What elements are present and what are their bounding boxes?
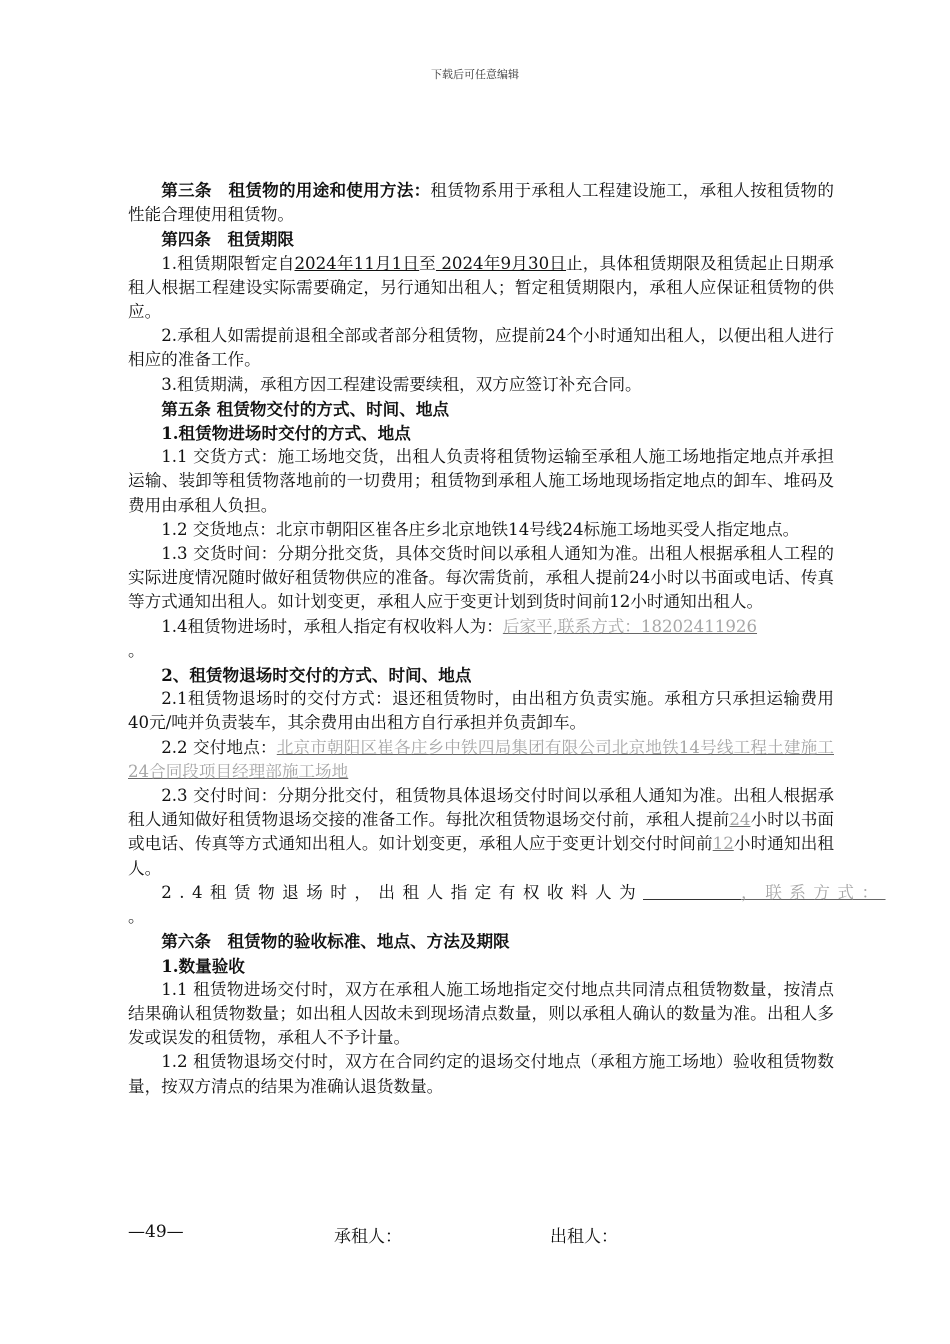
article-4-para-1 [128, 252, 834, 325]
lease-start-date: 2024年11月1日 [294, 253, 420, 273]
change-notice-hours: 12 [712, 834, 734, 854]
article-5-para-2-2 [128, 736, 834, 784]
page-header: 下载后可任意编辑 [431, 68, 519, 81]
article-5-para-2-4 [128, 881, 886, 905]
lessee-signature-label: 承租人： [334, 1227, 402, 1247]
return-time-text-2: 小时以书面或电话、传真等方式通知出租人。如计划变更，承租人应于变更计划交付时间前 [128, 810, 835, 854]
return-receiver-blank [643, 883, 741, 900]
lease-end-date: 2024年9月30日 [435, 253, 567, 273]
lease-term-suffix: 止，具体租赁期限及租赁起止日期承租人根据工程建设实际需要确定，另行通知出租人；暂定租赁期限内，承租人应保证租赁物的供应。 [128, 253, 835, 322]
article-6-para-1-2: 1.2 租赁物退场交付时，双方在合同约定的退场交付地点（承租方施工场地）验收租赁物数量，按双方清点的结果为准确认退货数量。 [128, 1052, 834, 1096]
article-6-title: 第六条 租赁物的验收标准、地点、方法及期限 [161, 931, 510, 952]
article-4-title: 第四条 租赁期限 [161, 229, 294, 250]
article-5-para-1-1: 1.1 交货方式：施工场地交货，出租人负责将租赁物运输至承租人施工场地指定地点并承担运输、装卸等租赁物落地前的一切费用；租赁物到承租人施工场地现场指定地点的卸车、堆码及费用由承租人负担。 [128, 447, 834, 515]
article-5-section-2-title: 2、租赁物退场时交付的方式、时间、地点 [161, 665, 472, 686]
article-5-para-1-4 [128, 615, 834, 639]
article-3 [128, 178, 834, 227]
article-6-para-1-1: 1.1 租赁物进场交付时，双方在承租人施工场地指定交付地点共同清点租赁物数量，按清点结果确认租赁物数量；如出租人因故未到现场清点数量，则以承租人确认的数量为准。出租人多发或误发的租赁物，承租人不予计量。 [128, 979, 834, 1048]
delivery-place: 北京市朝阳区崔各庄乡中铁四局集团有限公司北京地铁14号线工程土建施工24合同段项目经理部施工场地 [128, 737, 834, 781]
article-5-para-2-3 [128, 784, 834, 881]
lessor-signature-label: 出租人： [550, 1227, 618, 1247]
return-receiver-contact: ，联系方式： [741, 882, 886, 902]
return-time-text-3: 小时通知出租人。 [128, 834, 835, 878]
lease-term-prefix: 1.租赁期限暂定自 [161, 253, 295, 273]
delivery-place-label: 2.2 交付地点： [161, 737, 277, 757]
receiver-label: 1.4租赁物进场时，承租人指定有权收料人为： [161, 616, 503, 636]
article-6-section-1-title: 1.数量验收 [161, 955, 245, 976]
article-5-para-1-4-end: 。 [128, 640, 145, 660]
page-number: —49— [128, 1222, 184, 1242]
article-5-para-1-3: 1.3 交货时间：分期分批交货，具体交货时间以承租人通知为准。出租人根据承租人工程的实际进度情况随时做好租赁物供应的准备。每次需货前，承租人提前24小时以书面或电话、传真等方式通知出租人。如计划变更，承租人应于变更计划到货时间前12小时通知出租人。 [128, 544, 834, 612]
notice-hours: 24 [729, 810, 751, 830]
return-receiver-label: 2.4租赁物退场时，出租人指定有权收料人为 [161, 882, 644, 902]
lease-term-to: 至 [419, 253, 436, 273]
contract-body [128, 178, 886, 1099]
receiver-name-contact: 后家平,联系方式：18202411926 [502, 616, 758, 636]
article-5-para-1-2: 1.2 交货地点：北京市朝阳区崔各庄乡北京地铁14号线24标施工场地买受人指定地点。 [161, 519, 800, 539]
article-3-title: 第三条 租赁物的用途和使用方法： [161, 180, 431, 200]
article-5-title: 第五条 租赁物交付的方式、时间、地点 [161, 398, 450, 419]
page-footer [128, 1222, 828, 1252]
article-5-section-1-title: 1.租赁物进场时交付的方式、地点 [161, 423, 411, 444]
article-4-para-3: 3.租赁期满，承租方因工程建设需要续租，双方应签订补充合同。 [161, 374, 642, 394]
article-5-para-2-1: 2.1租赁物退场时的交付方式：退还租赁物时，由出租方负责实施。承租方只承担运输费用40元/吨并负责装车，其余费用由出租方自行承担并负责卸车。 [128, 689, 834, 733]
article-5-para-2-4-end: 。 [128, 907, 145, 927]
article-4-para-2: 2.承租人如需提前退租全部或者部分租赁物，应提前24个小时通知出租人，以便出租人进行相应的准备工作。 [128, 326, 834, 370]
return-time-text-1: 2.3 交付时间：分期分批交付，租赁物具体退场交付时间以承租人通知为准。出租人根据承租人通知做好租赁物退场交接的准备工作。每批次租赁物退场交付前，承租人提前 [128, 786, 834, 830]
article-3-body: 租赁物系用于承租人工程建设施工，承租人按租赁物的性能合理使用租赁物。 [128, 181, 834, 225]
